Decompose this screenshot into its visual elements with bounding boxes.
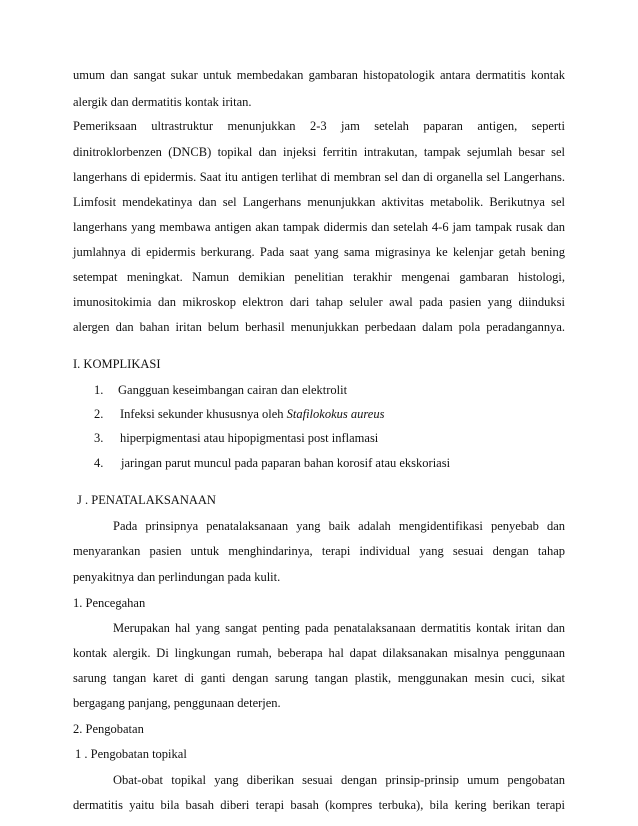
list-item-number: 4.: [94, 456, 104, 470]
intro-line: alergen dan bahan iritan belum berhasil menunjukkan perbedaan dalam pola peradangannya.: [73, 320, 565, 334]
list-item-number: 3.: [94, 431, 104, 445]
section-heading-komplikasi: I. KOMPLIKASI: [73, 357, 161, 371]
subsection-subheading-topikal: 1 . Pengobatan topikal: [75, 747, 187, 761]
paragraph-line: sarung tangan karet di ganti dengan sarung tangan plastik, menggunakan mesin cuci, sikat: [73, 671, 565, 685]
subsection-heading-pengobatan: 2. Pengobatan: [73, 722, 144, 736]
intro-line: setempat meningkat. Namun demikian penelitian terakhir mengenai gambaran histologi,: [73, 270, 565, 284]
paragraph-line: menyarankan pasien untuk menghindarinya, terapi individual yang sesuai dengan tahap: [73, 544, 565, 558]
intro-line: dinitroklorbenzen (DNCB) topikal dan injeksi ferritin intrakutan, tampak sejumlah besar sel: [73, 145, 565, 159]
list-item-text-plain: Infeksi sekunder khususnya oleh: [120, 407, 284, 421]
list-item-text-italic: Stafilokokus aureus: [286, 407, 385, 421]
paragraph-line: bergagang panjang, penggunaan deterjen.: [73, 696, 281, 710]
intro-line: imunositokimia dan mikroskop elektron dari tahap seluler awal pada pasien yang diinduksi: [73, 295, 565, 309]
section-heading-penatalaksanaan: J . PENATALAKSANAAN: [77, 493, 216, 507]
intro-line: alergik dan dermatitis kontak iritan.: [73, 95, 252, 109]
list-item-text: hiperpigmentasi atau hipopigmentasi post inflamasi: [120, 431, 379, 445]
paragraph-line: Pada prinsipnya penatalaksanaan yang baik adalah mengidentifikasi penyebab dan: [113, 519, 565, 533]
list-item-number: 1.: [94, 383, 104, 397]
list-item-text: Gangguan keseimbangan cairan dan elektrolit: [118, 383, 348, 397]
paragraph-line: kontak alergik. Di lingkungan rumah, beberapa hal dapat dilaksanakan misalnya penggunaan: [73, 646, 565, 660]
list-item-text: [120, 406, 384, 422]
intro-line: umum dan sangat sukar untuk membedakan gambaran histopatologik antara dermatitis kontak: [73, 68, 565, 82]
intro-line: Limfosit mendekatinya dan sel Langerhans menunjukkan aktivitas metabolik. Berikutnya sel: [73, 195, 565, 209]
intro-line: Pemeriksaan ultrastruktur menunjukkan 2-3 jam setelah paparan antigen, seperti: [73, 119, 565, 133]
intro-line: langerhans di epidermis. Saat itu antigen terlihat di membran sel dan di organella sel Langerhans.: [73, 170, 565, 184]
paragraph-line: Obat-obat topikal yang diberikan sesuai dengan prinsip-prinsip umum pengobatan: [113, 773, 565, 787]
paragraph-line: Merupakan hal yang sangat penting pada penatalaksanaan dermatitis kontak iritan dan: [113, 621, 565, 635]
intro-line: langerhans yang membawa antigen akan tampak didermis dan setelah 4-6 jam tampak rusak dan: [73, 220, 565, 234]
paragraph-line: penyakitnya dan perlindungan pada kulit.: [73, 570, 281, 584]
list-item-number: 2.: [94, 407, 104, 421]
list-item-text: jaringan parut muncul pada paparan bahan korosif atau ekskoriasi: [121, 456, 451, 470]
intro-line: jumlahnya di epidermis berkurang. Pada saat yang sama migrasinya ke kelenjar getah bening: [73, 245, 565, 259]
subsection-heading-pencegahan: 1. Pencegahan: [73, 596, 146, 610]
paragraph-line: dermatitis yaitu bila basah diberi terapi basah (kompres terbuka), bila kering berikan terapi: [73, 798, 565, 812]
